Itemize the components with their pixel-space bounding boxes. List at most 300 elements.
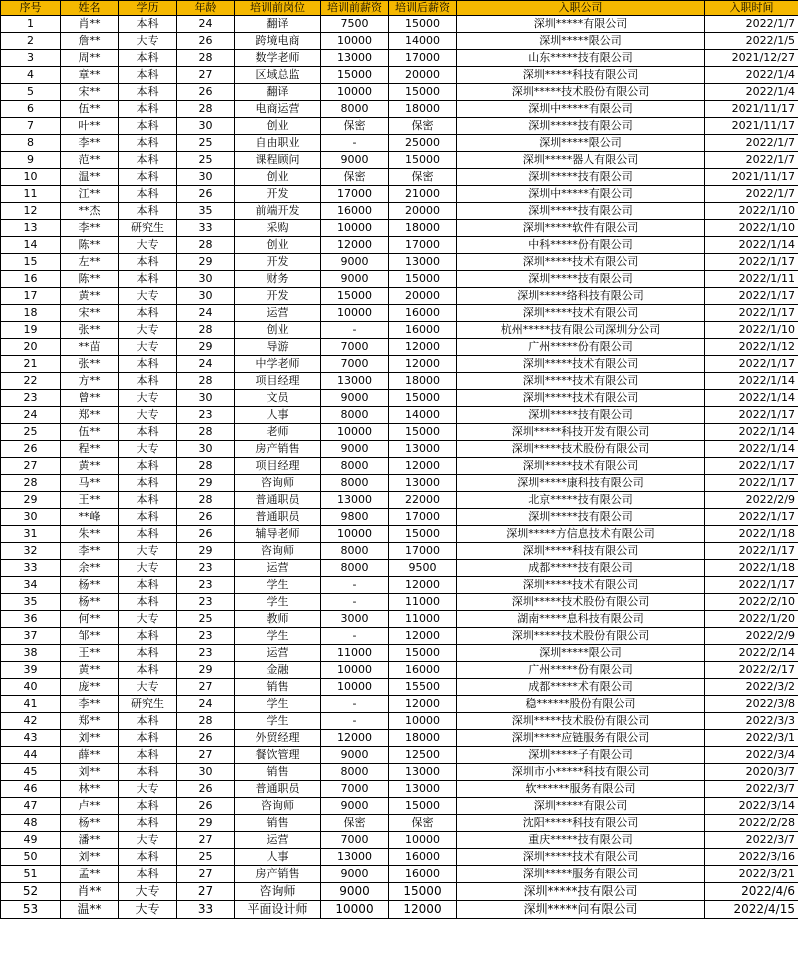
cell-education[interactable]: 大专 xyxy=(119,33,177,50)
cell-new-salary[interactable]: 15000 xyxy=(389,883,457,901)
cell-company[interactable]: 深圳*****技有限公司 xyxy=(457,169,705,186)
cell-new-salary[interactable]: 15000 xyxy=(389,271,457,288)
cell-previous-position[interactable]: 文员 xyxy=(235,390,321,407)
cell-hire-date[interactable]: 2022/1/14 xyxy=(705,441,798,458)
cell-index[interactable]: 18 xyxy=(1,305,61,322)
cell-age[interactable]: 23 xyxy=(177,577,235,594)
cell-age[interactable]: 25 xyxy=(177,135,235,152)
cell-new-salary[interactable]: 13000 xyxy=(389,254,457,271)
cell-new-salary[interactable]: 18000 xyxy=(389,220,457,237)
cell-previous-salary[interactable]: - xyxy=(321,696,389,713)
cell-name[interactable]: 温** xyxy=(61,901,119,919)
cell-previous-position[interactable]: 创业 xyxy=(235,237,321,254)
cell-new-salary[interactable]: 12000 xyxy=(389,901,457,919)
cell-hire-date[interactable]: 2022/3/16 xyxy=(705,849,798,866)
cell-age[interactable]: 27 xyxy=(177,67,235,84)
cell-company[interactable]: 中科*****份有限公司 xyxy=(457,237,705,254)
cell-previous-position[interactable]: 数学老师 xyxy=(235,50,321,67)
cell-name[interactable]: 叶** xyxy=(61,118,119,135)
cell-index[interactable]: 16 xyxy=(1,271,61,288)
cell-previous-position[interactable]: 创业 xyxy=(235,169,321,186)
cell-name[interactable]: 杨** xyxy=(61,594,119,611)
cell-hire-date[interactable]: 2022/1/4 xyxy=(705,84,798,101)
cell-index[interactable]: 4 xyxy=(1,67,61,84)
cell-new-salary[interactable]: 15000 xyxy=(389,798,457,815)
cell-new-salary[interactable]: 16000 xyxy=(389,849,457,866)
cell-index[interactable]: 26 xyxy=(1,441,61,458)
cell-company[interactable]: 深圳*****技术股份有限公司 xyxy=(457,628,705,645)
cell-name[interactable]: 江** xyxy=(61,186,119,203)
cell-index[interactable]: 44 xyxy=(1,747,61,764)
cell-age[interactable]: 28 xyxy=(177,237,235,254)
cell-previous-salary[interactable]: - xyxy=(321,322,389,339)
cell-previous-position[interactable]: 销售 xyxy=(235,815,321,832)
cell-hire-date[interactable]: 2022/1/10 xyxy=(705,220,798,237)
cell-company[interactable]: 深圳*****科技有限公司 xyxy=(457,543,705,560)
cell-hire-date[interactable]: 2022/2/17 xyxy=(705,662,798,679)
cell-previous-salary[interactable]: 15000 xyxy=(321,288,389,305)
cell-new-salary[interactable]: 15000 xyxy=(389,16,457,33)
cell-name[interactable]: 伍** xyxy=(61,424,119,441)
cell-index[interactable]: 25 xyxy=(1,424,61,441)
cell-education[interactable]: 本科 xyxy=(119,16,177,33)
cell-education[interactable]: 本科 xyxy=(119,271,177,288)
cell-education[interactable]: 本科 xyxy=(119,747,177,764)
cell-age[interactable]: 29 xyxy=(177,339,235,356)
cell-new-salary[interactable]: 10000 xyxy=(389,713,457,730)
cell-index[interactable]: 24 xyxy=(1,407,61,424)
cell-age[interactable]: 28 xyxy=(177,322,235,339)
cell-name[interactable]: 林** xyxy=(61,781,119,798)
cell-company[interactable]: 深圳*****限公司 xyxy=(457,645,705,662)
cell-hire-date[interactable]: 2022/3/1 xyxy=(705,730,798,747)
cell-new-salary[interactable]: 11000 xyxy=(389,594,457,611)
cell-company[interactable]: 深圳*****技有限公司 xyxy=(457,407,705,424)
cell-company[interactable]: 深圳中*****有限公司 xyxy=(457,186,705,203)
cell-age[interactable]: 26 xyxy=(177,798,235,815)
cell-hire-date[interactable]: 2022/1/17 xyxy=(705,356,798,373)
cell-hire-date[interactable]: 2022/1/14 xyxy=(705,390,798,407)
cell-name[interactable]: 陈** xyxy=(61,271,119,288)
header-cell-education[interactable]: 学历 xyxy=(119,1,177,16)
cell-index[interactable]: 40 xyxy=(1,679,61,696)
cell-age[interactable]: 25 xyxy=(177,611,235,628)
cell-new-salary[interactable]: 13000 xyxy=(389,441,457,458)
cell-previous-salary[interactable]: - xyxy=(321,628,389,645)
cell-previous-position[interactable]: 创业 xyxy=(235,118,321,135)
cell-new-salary[interactable]: 20000 xyxy=(389,67,457,84)
cell-education[interactable]: 本科 xyxy=(119,458,177,475)
cell-company[interactable]: 深圳*****有限公司 xyxy=(457,16,705,33)
cell-new-salary[interactable]: 16000 xyxy=(389,305,457,322)
cell-age[interactable]: 33 xyxy=(177,220,235,237)
cell-hire-date[interactable]: 2021/11/17 xyxy=(705,101,798,118)
cell-hire-date[interactable]: 2021/12/27 xyxy=(705,50,798,67)
cell-education[interactable]: 大专 xyxy=(119,339,177,356)
cell-new-salary[interactable]: 18000 xyxy=(389,101,457,118)
cell-previous-position[interactable]: 创业 xyxy=(235,322,321,339)
cell-new-salary[interactable]: 9500 xyxy=(389,560,457,577)
cell-new-salary[interactable]: 12000 xyxy=(389,458,457,475)
cell-age[interactable]: 35 xyxy=(177,203,235,220)
cell-previous-salary[interactable]: 8000 xyxy=(321,407,389,424)
cell-age[interactable]: 29 xyxy=(177,815,235,832)
cell-age[interactable]: 29 xyxy=(177,475,235,492)
cell-company[interactable]: 深圳*****康科技有限公司 xyxy=(457,475,705,492)
cell-new-salary[interactable]: 17000 xyxy=(389,50,457,67)
cell-age[interactable]: 30 xyxy=(177,271,235,288)
cell-age[interactable]: 26 xyxy=(177,84,235,101)
cell-name[interactable]: 王** xyxy=(61,492,119,509)
cell-previous-position[interactable]: 人事 xyxy=(235,849,321,866)
cell-index[interactable]: 10 xyxy=(1,169,61,186)
cell-company[interactable]: 深圳*****技有限公司 xyxy=(457,203,705,220)
cell-age[interactable]: 28 xyxy=(177,373,235,390)
cell-previous-position[interactable]: 房产销售 xyxy=(235,866,321,883)
cell-previous-salary[interactable]: 8000 xyxy=(321,475,389,492)
cell-previous-salary[interactable]: 12000 xyxy=(321,730,389,747)
cell-company[interactable]: 深圳*****技术有限公司 xyxy=(457,305,705,322)
cell-index[interactable]: 52 xyxy=(1,883,61,901)
cell-age[interactable]: 26 xyxy=(177,509,235,526)
header-cell-age[interactable]: 年龄 xyxy=(177,1,235,16)
cell-new-salary[interactable]: 22000 xyxy=(389,492,457,509)
cell-age[interactable]: 33 xyxy=(177,901,235,919)
cell-education[interactable]: 大专 xyxy=(119,390,177,407)
cell-previous-salary[interactable]: 16000 xyxy=(321,203,389,220)
cell-previous-position[interactable]: 财务 xyxy=(235,271,321,288)
cell-age[interactable]: 28 xyxy=(177,50,235,67)
cell-education[interactable]: 本科 xyxy=(119,577,177,594)
cell-previous-position[interactable]: 普通职员 xyxy=(235,492,321,509)
cell-age[interactable]: 24 xyxy=(177,305,235,322)
cell-index[interactable]: 43 xyxy=(1,730,61,747)
cell-name[interactable]: 李** xyxy=(61,220,119,237)
cell-previous-salary[interactable]: 9000 xyxy=(321,254,389,271)
cell-name[interactable]: **峰 xyxy=(61,509,119,526)
cell-index[interactable]: 42 xyxy=(1,713,61,730)
cell-name[interactable]: 杨** xyxy=(61,815,119,832)
cell-name[interactable]: 宋** xyxy=(61,84,119,101)
cell-previous-salary[interactable]: - xyxy=(321,577,389,594)
cell-education[interactable]: 本科 xyxy=(119,305,177,322)
cell-index[interactable]: 6 xyxy=(1,101,61,118)
cell-education[interactable]: 本科 xyxy=(119,713,177,730)
cell-name[interactable]: 何** xyxy=(61,611,119,628)
cell-age[interactable]: 28 xyxy=(177,458,235,475)
cell-age[interactable]: 26 xyxy=(177,730,235,747)
cell-index[interactable]: 28 xyxy=(1,475,61,492)
cell-education[interactable]: 大专 xyxy=(119,441,177,458)
cell-hire-date[interactable]: 2022/3/3 xyxy=(705,713,798,730)
cell-name[interactable]: 朱** xyxy=(61,526,119,543)
cell-previous-position[interactable]: 前端开发 xyxy=(235,203,321,220)
header-cell-hire-date[interactable]: 入职时间 xyxy=(705,1,798,16)
cell-new-salary[interactable]: 15000 xyxy=(389,390,457,407)
cell-company[interactable]: 深圳*****技术有限公司 xyxy=(457,458,705,475)
cell-previous-salary[interactable]: 9000 xyxy=(321,271,389,288)
cell-name[interactable]: **杰 xyxy=(61,203,119,220)
cell-company[interactable]: 深圳*****络科技有限公司 xyxy=(457,288,705,305)
cell-name[interactable]: 马** xyxy=(61,475,119,492)
cell-previous-salary[interactable]: 13000 xyxy=(321,373,389,390)
cell-previous-salary[interactable]: 10000 xyxy=(321,662,389,679)
cell-index[interactable]: 41 xyxy=(1,696,61,713)
cell-education[interactable]: 本科 xyxy=(119,798,177,815)
cell-index[interactable]: 47 xyxy=(1,798,61,815)
cell-previous-position[interactable]: 运营 xyxy=(235,832,321,849)
cell-name[interactable]: 伍** xyxy=(61,101,119,118)
cell-new-salary[interactable]: 保密 xyxy=(389,815,457,832)
header-cell-name[interactable]: 姓名 xyxy=(61,1,119,16)
cell-age[interactable]: 26 xyxy=(177,781,235,798)
cell-previous-salary[interactable]: 13000 xyxy=(321,492,389,509)
cell-previous-position[interactable]: 辅导老师 xyxy=(235,526,321,543)
cell-company[interactable]: 深圳*****服务有限公司 xyxy=(457,866,705,883)
cell-company[interactable]: 山东*****技有限公司 xyxy=(457,50,705,67)
cell-age[interactable]: 30 xyxy=(177,169,235,186)
cell-education[interactable]: 本科 xyxy=(119,373,177,390)
cell-previous-salary[interactable]: 10000 xyxy=(321,84,389,101)
cell-previous-position[interactable]: 餐饮管理 xyxy=(235,747,321,764)
cell-education[interactable]: 大专 xyxy=(119,679,177,696)
cell-previous-position[interactable]: 开发 xyxy=(235,254,321,271)
cell-name[interactable]: 方** xyxy=(61,373,119,390)
cell-previous-salary[interactable]: 3000 xyxy=(321,611,389,628)
cell-previous-position[interactable]: 外贸经理 xyxy=(235,730,321,747)
header-cell-company[interactable]: 入职公司 xyxy=(457,1,705,16)
cell-previous-salary[interactable]: 12000 xyxy=(321,237,389,254)
cell-age[interactable]: 30 xyxy=(177,390,235,407)
header-cell-previous-position[interactable]: 培训前岗位 xyxy=(235,1,321,16)
cell-previous-position[interactable]: 开发 xyxy=(235,186,321,203)
cell-hire-date[interactable]: 2022/1/17 xyxy=(705,254,798,271)
cell-index[interactable]: 32 xyxy=(1,543,61,560)
cell-new-salary[interactable]: 18000 xyxy=(389,373,457,390)
cell-index[interactable]: 30 xyxy=(1,509,61,526)
cell-company[interactable]: 深圳*****技有限公司 xyxy=(457,883,705,901)
cell-previous-salary[interactable]: 10000 xyxy=(321,220,389,237)
cell-company[interactable]: 深圳*****问有限公司 xyxy=(457,901,705,919)
cell-previous-position[interactable]: 区域总监 xyxy=(235,67,321,84)
cell-previous-position[interactable]: 老师 xyxy=(235,424,321,441)
cell-hire-date[interactable]: 2022/2/28 xyxy=(705,815,798,832)
cell-previous-position[interactable]: 中学老师 xyxy=(235,356,321,373)
cell-age[interactable]: 28 xyxy=(177,713,235,730)
cell-hire-date[interactable]: 2022/1/18 xyxy=(705,526,798,543)
cell-previous-position[interactable]: 学生 xyxy=(235,577,321,594)
cell-company[interactable]: 深圳中*****有限公司 xyxy=(457,101,705,118)
cell-hire-date[interactable]: 2021/11/17 xyxy=(705,118,798,135)
cell-education[interactable]: 大专 xyxy=(119,832,177,849)
cell-hire-date[interactable]: 2022/2/9 xyxy=(705,628,798,645)
cell-new-salary[interactable]: 12500 xyxy=(389,747,457,764)
cell-company[interactable]: 深圳*****应链服务有限公司 xyxy=(457,730,705,747)
cell-company[interactable]: 深圳*****技术股份有限公司 xyxy=(457,84,705,101)
cell-hire-date[interactable]: 2022/1/14 xyxy=(705,373,798,390)
cell-company[interactable]: 深圳*****限公司 xyxy=(457,33,705,50)
cell-education[interactable]: 大专 xyxy=(119,237,177,254)
cell-education[interactable]: 本科 xyxy=(119,84,177,101)
cell-previous-position[interactable]: 采购 xyxy=(235,220,321,237)
cell-age[interactable]: 26 xyxy=(177,186,235,203)
cell-education[interactable]: 本科 xyxy=(119,628,177,645)
cell-new-salary[interactable]: 保密 xyxy=(389,118,457,135)
cell-previous-position[interactable]: 运营 xyxy=(235,560,321,577)
cell-index[interactable]: 34 xyxy=(1,577,61,594)
cell-company[interactable]: 广州*****份有限公司 xyxy=(457,339,705,356)
cell-name[interactable]: 杨** xyxy=(61,577,119,594)
cell-hire-date[interactable]: 2022/1/17 xyxy=(705,407,798,424)
cell-education[interactable]: 本科 xyxy=(119,509,177,526)
cell-hire-date[interactable]: 2022/1/17 xyxy=(705,475,798,492)
cell-company[interactable]: 深圳*****技术有限公司 xyxy=(457,849,705,866)
cell-previous-position[interactable]: 咨询师 xyxy=(235,543,321,560)
cell-age[interactable]: 30 xyxy=(177,288,235,305)
cell-education[interactable]: 大专 xyxy=(119,901,177,919)
cell-new-salary[interactable]: 20000 xyxy=(389,288,457,305)
cell-name[interactable]: 黄** xyxy=(61,662,119,679)
cell-age[interactable]: 23 xyxy=(177,560,235,577)
cell-education[interactable]: 大专 xyxy=(119,560,177,577)
cell-previous-salary[interactable]: 7000 xyxy=(321,339,389,356)
cell-hire-date[interactable]: 2022/1/17 xyxy=(705,543,798,560)
cell-index[interactable]: 37 xyxy=(1,628,61,645)
cell-index[interactable]: 7 xyxy=(1,118,61,135)
cell-previous-position[interactable]: 咨询师 xyxy=(235,475,321,492)
cell-education[interactable]: 本科 xyxy=(119,50,177,67)
cell-age[interactable]: 28 xyxy=(177,492,235,509)
cell-previous-salary[interactable]: 10000 xyxy=(321,526,389,543)
cell-education[interactable]: 本科 xyxy=(119,645,177,662)
cell-previous-position[interactable]: 人事 xyxy=(235,407,321,424)
cell-name[interactable]: 肖** xyxy=(61,16,119,33)
cell-previous-salary[interactable]: 10000 xyxy=(321,305,389,322)
cell-previous-salary[interactable]: 17000 xyxy=(321,186,389,203)
cell-company[interactable]: 深圳市小*****科技有限公司 xyxy=(457,764,705,781)
cell-new-salary[interactable]: 12000 xyxy=(389,339,457,356)
cell-company[interactable]: 湖南*****息科技有限公司 xyxy=(457,611,705,628)
cell-index[interactable]: 5 xyxy=(1,84,61,101)
cell-previous-position[interactable]: 开发 xyxy=(235,288,321,305)
cell-new-salary[interactable]: 15000 xyxy=(389,84,457,101)
cell-index[interactable]: 31 xyxy=(1,526,61,543)
cell-hire-date[interactable]: 2022/1/10 xyxy=(705,203,798,220)
cell-name[interactable]: 张** xyxy=(61,356,119,373)
cell-previous-position[interactable]: 学生 xyxy=(235,713,321,730)
cell-hire-date[interactable]: 2022/3/2 xyxy=(705,679,798,696)
cell-hire-date[interactable]: 2022/3/21 xyxy=(705,866,798,883)
cell-new-salary[interactable]: 17000 xyxy=(389,237,457,254)
cell-index[interactable]: 1 xyxy=(1,16,61,33)
cell-education[interactable]: 本科 xyxy=(119,118,177,135)
cell-name[interactable]: 李** xyxy=(61,543,119,560)
cell-hire-date[interactable]: 2022/1/20 xyxy=(705,611,798,628)
cell-hire-date[interactable]: 2022/4/6 xyxy=(705,883,798,901)
cell-hire-date[interactable]: 2022/1/10 xyxy=(705,322,798,339)
cell-education[interactable]: 本科 xyxy=(119,475,177,492)
cell-hire-date[interactable]: 2022/1/11 xyxy=(705,271,798,288)
cell-previous-position[interactable]: 普通职员 xyxy=(235,781,321,798)
cell-name[interactable]: 李** xyxy=(61,135,119,152)
cell-education[interactable]: 本科 xyxy=(119,135,177,152)
cell-education[interactable]: 大专 xyxy=(119,288,177,305)
cell-previous-salary[interactable]: 保密 xyxy=(321,118,389,135)
cell-name[interactable]: 周** xyxy=(61,50,119,67)
cell-previous-salary[interactable]: - xyxy=(321,135,389,152)
cell-name[interactable]: 肖** xyxy=(61,883,119,901)
cell-hire-date[interactable]: 2021/11/17 xyxy=(705,169,798,186)
cell-name[interactable]: 宋** xyxy=(61,305,119,322)
cell-company[interactable]: 杭州*****技有限公司深圳分公司 xyxy=(457,322,705,339)
cell-previous-position[interactable]: 运营 xyxy=(235,645,321,662)
cell-previous-salary[interactable]: 8000 xyxy=(321,458,389,475)
cell-company[interactable]: 深圳*****技术有限公司 xyxy=(457,356,705,373)
cell-new-salary[interactable]: 11000 xyxy=(389,611,457,628)
cell-new-salary[interactable]: 12000 xyxy=(389,696,457,713)
cell-education[interactable]: 本科 xyxy=(119,186,177,203)
cell-age[interactable]: 29 xyxy=(177,662,235,679)
cell-hire-date[interactable]: 2022/1/7 xyxy=(705,186,798,203)
cell-education[interactable]: 本科 xyxy=(119,764,177,781)
cell-new-salary[interactable]: 13000 xyxy=(389,475,457,492)
cell-hire-date[interactable]: 2022/1/7 xyxy=(705,135,798,152)
cell-education[interactable]: 研究生 xyxy=(119,696,177,713)
cell-company[interactable]: 深圳*****软件有限公司 xyxy=(457,220,705,237)
cell-previous-position[interactable]: 咨询师 xyxy=(235,883,321,901)
cell-index[interactable]: 19 xyxy=(1,322,61,339)
cell-index[interactable]: 8 xyxy=(1,135,61,152)
cell-index[interactable]: 21 xyxy=(1,356,61,373)
cell-hire-date[interactable]: 2020/3/7 xyxy=(705,764,798,781)
cell-previous-position[interactable]: 翻译 xyxy=(235,84,321,101)
cell-education[interactable]: 本科 xyxy=(119,169,177,186)
cell-previous-position[interactable]: 普通职员 xyxy=(235,509,321,526)
cell-company[interactable]: 广州*****份有限公司 xyxy=(457,662,705,679)
cell-hire-date[interactable]: 2022/2/10 xyxy=(705,594,798,611)
cell-hire-date[interactable]: 2022/1/7 xyxy=(705,16,798,33)
cell-education[interactable]: 本科 xyxy=(119,254,177,271)
cell-education[interactable]: 大专 xyxy=(119,781,177,798)
cell-company[interactable]: 成都*****技有限公司 xyxy=(457,560,705,577)
cell-previous-salary[interactable]: 8000 xyxy=(321,543,389,560)
cell-index[interactable]: 3 xyxy=(1,50,61,67)
header-cell-new-salary[interactable]: 培训后薪资 xyxy=(389,1,457,16)
cell-previous-position[interactable]: 学生 xyxy=(235,696,321,713)
cell-previous-position[interactable]: 翻译 xyxy=(235,16,321,33)
cell-index[interactable]: 35 xyxy=(1,594,61,611)
cell-new-salary[interactable]: 15000 xyxy=(389,152,457,169)
cell-index[interactable]: 9 xyxy=(1,152,61,169)
cell-hire-date[interactable]: 2022/3/7 xyxy=(705,781,798,798)
cell-name[interactable]: 张** xyxy=(61,322,119,339)
cell-name[interactable]: 章** xyxy=(61,67,119,84)
cell-education[interactable]: 本科 xyxy=(119,356,177,373)
cell-name[interactable]: 黄** xyxy=(61,288,119,305)
cell-index[interactable]: 15 xyxy=(1,254,61,271)
cell-previous-salary[interactable]: 9000 xyxy=(321,747,389,764)
cell-previous-position[interactable]: 学生 xyxy=(235,628,321,645)
cell-previous-position[interactable]: 销售 xyxy=(235,764,321,781)
cell-name[interactable]: 陈** xyxy=(61,237,119,254)
cell-age[interactable]: 25 xyxy=(177,152,235,169)
cell-previous-position[interactable]: 跨境电商 xyxy=(235,33,321,50)
cell-name[interactable]: 郑** xyxy=(61,713,119,730)
cell-company[interactable]: 软******服务有限公司 xyxy=(457,781,705,798)
cell-company[interactable]: 沈阳*****科技有限公司 xyxy=(457,815,705,832)
cell-age[interactable]: 23 xyxy=(177,628,235,645)
cell-new-salary[interactable]: 13000 xyxy=(389,764,457,781)
